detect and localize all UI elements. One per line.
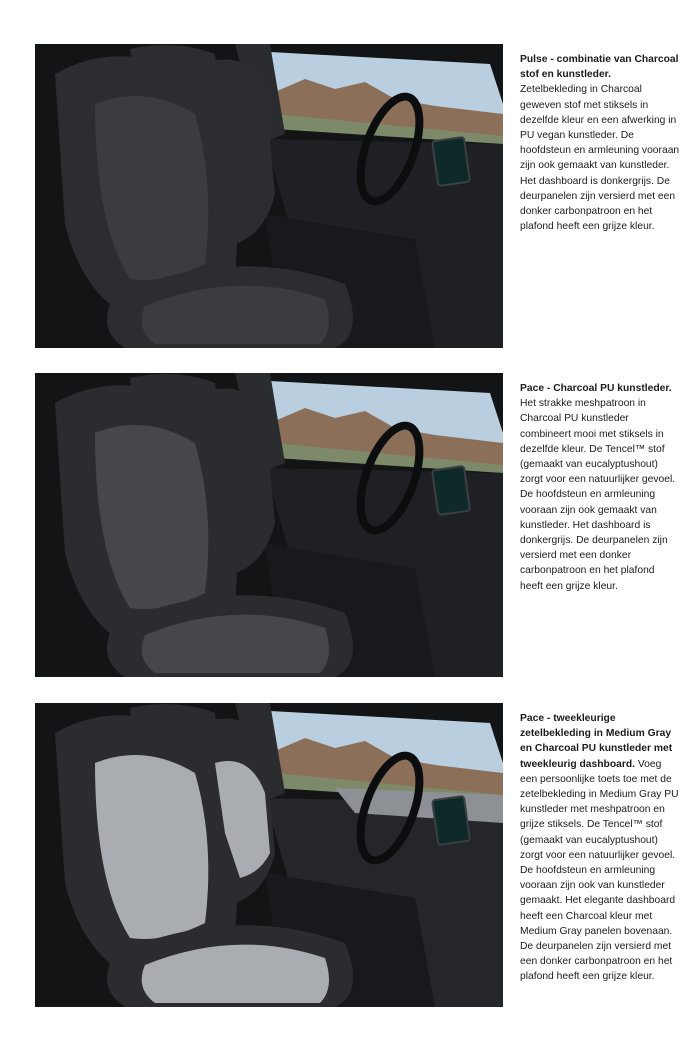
interior-photo-pace-charcoal	[35, 373, 503, 677]
description-pulse	[520, 52, 680, 234]
section-body: Het strakke meshpatroon in Charcoal PU kunstleder combineert mooi met stiksels in dezelfde kleur. De Tencel™ stof (gemaakt van eucalyptushout) zorgt voor een natuurlijker gevoel. De hoofdsteun en armleuning vooraan zijn ook gemaakt van kunstleder. Het dashboard is donkergrijs. De deurpanelen zijn versierd met een donker carbonpatroon en het plafond heeft een grijze kleur.	[520, 398, 676, 592]
section-body: Zetelbekleding in Charcoal geweven stof met stiksels in dezelfde kleur en een afwerking in PU vegan kunstleder. De hoofdsteun en armleuning vooraan zijn ook gemaakt van kunstleder. Het dashboard is donkergrijs. De deurpanelen zijn versierd met een donker carbonpatroon en het plafond heeft een grijze kleur.	[520, 84, 680, 233]
section-title: Pace - tweekleurige zetelbekleding in Medium Gray en Charcoal PU kunstleder met tweekleurig dashboard.	[520, 713, 673, 770]
interior-photo-pace-two-tone	[35, 703, 503, 1007]
interior-photo-pulse	[35, 44, 503, 348]
car-interior-illustration	[35, 703, 503, 1007]
section-title: Pace - Charcoal PU kunstleder.	[520, 383, 672, 394]
car-interior-illustration	[35, 373, 503, 677]
description-pace-charcoal	[520, 381, 680, 594]
car-interior-illustration	[35, 44, 503, 348]
section-body: Voeg een persoonlijke toets toe met de zetelbekleding in Medium Gray PU kunstleder met meshpatroon en grijze stiksels. De Tencel™ stof (gemaakt van eucalyptushout) zorgt voor een natuurlijker gevoel. De hoofdsteun en armleuning vooraan zijn ook van kunstleder gemaakt. Het elegante dashboard heeft een Charcoal kleur met Medium Gray panelen bovenaan. De deurpanelen zijn versierd met een donker carbonpatroon en het plafond heeft een grijze kleur.	[520, 758, 679, 983]
section-title: Pulse - combinatie van Charcoal stof en kunstleder.	[520, 54, 679, 81]
description-pace-two-tone	[520, 711, 680, 985]
